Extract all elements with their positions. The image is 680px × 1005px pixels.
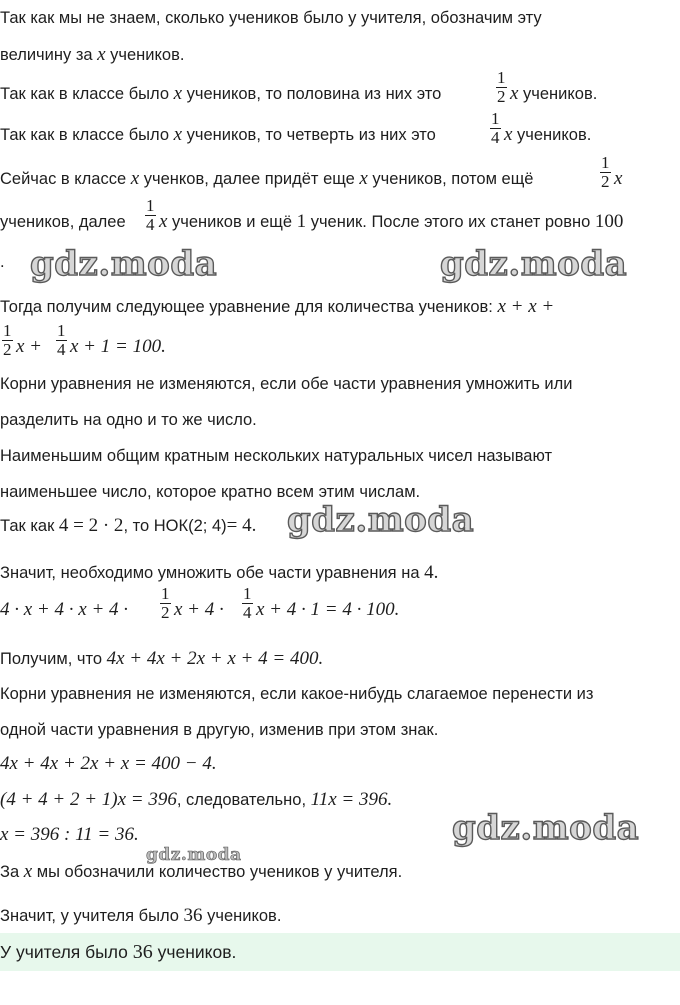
text-line: Так как в классе было x учеников, то четверть из них это [0,124,436,145]
text-line: x + 1 = 100. [70,336,166,357]
fraction-half: $\frac{1}{2}$ [3,321,12,359]
fraction-half: $\frac{1}{2}$ [497,68,506,106]
text-line: x учеников. [504,124,592,145]
text-line: Получим, что 4x + 4x + 2x + x + 4 = 400. [0,648,324,669]
watermark-logo: gdz.moda [30,244,218,284]
text-line: x учеников и ещё 1 ученик. После этого их станет ровно 100 [159,211,624,232]
text-line: одной части уравнения в другую, изменив при этом знак. [0,721,439,739]
text-line: x + 4 · [174,599,224,620]
text-line: Значит, у учителя было 36 учеников. [0,905,282,926]
text-line: учеников, далее [0,213,126,231]
text-line: x + [16,336,43,357]
text-line: Так как в классе было x учеников, то половина из них это [0,83,442,104]
text-line: Значит, необходимо умножить обе части уравнения на 4. [0,562,439,583]
fraction-quarter: $\frac{1}{4}$ [146,196,155,234]
text-line: (4 + 4 + 2 + 1)x = 396, следовательно, 11x = 396. [0,789,393,810]
answer-box [0,933,680,971]
text-line: Сейчас в классе x ученков, далее придёт еще x учеников, потом ещё [0,168,534,189]
watermark-logo: gdz.moda [452,808,640,848]
watermark-logo: gdz.moda [440,244,628,284]
text-line: величину за x учеников. [0,44,185,65]
answer-text: У учителя было 36 учеников. [0,941,237,963]
text-line: Так как 4 = 2 · 2, то НОК(2; 4)= 4. [0,515,257,536]
text-line: x учеников. [510,83,598,104]
fraction-quarter: $\frac{1}{4}$ [243,584,252,622]
watermark-logo: gdz.moda [146,845,242,865]
text-line: Корни уравнения не изменяются, если какое-нибудь слагаемое перенести из [0,685,594,703]
fraction-half: $\frac{1}{2}$ [601,153,610,191]
fraction-half: $\frac{1}{2}$ [161,584,170,622]
text-line: x [614,168,623,189]
text-line: Наименьшим общим кратным нескольких натуральных чисел называют [0,447,553,465]
fraction-quarter: $\frac{1}{4}$ [491,109,500,147]
text-line: За x мы обозначили количество учеников у учителя. [0,861,403,882]
text-line: x + 4 · 1 = 4 · 100. [256,599,400,620]
fraction-quarter: $\frac{1}{4}$ [57,321,66,359]
text-line: наименьшее число, которое кратно всем этим числам. [0,483,421,501]
text-line: разделить на одно и то же число. [0,411,257,429]
text-line: Так как мы не знаем, сколько учеников было у учителя, обозначим эту [0,9,542,27]
text-line: 4 · x + 4 · x + 4 · [0,599,129,620]
watermark-logo: gdz.moda [287,500,475,540]
text-line: . [0,253,5,271]
text-line: Тогда получим следующее уравнение для количества учеников: x + x + [0,296,555,317]
text-line: 4x + 4x + 2x + x = 400 − 4. [0,753,217,774]
text-line: Корни уравнения не изменяются, если обе части уравнения умножить или [0,375,573,393]
text-line: x = 396 : 11 = 36. [0,824,139,845]
